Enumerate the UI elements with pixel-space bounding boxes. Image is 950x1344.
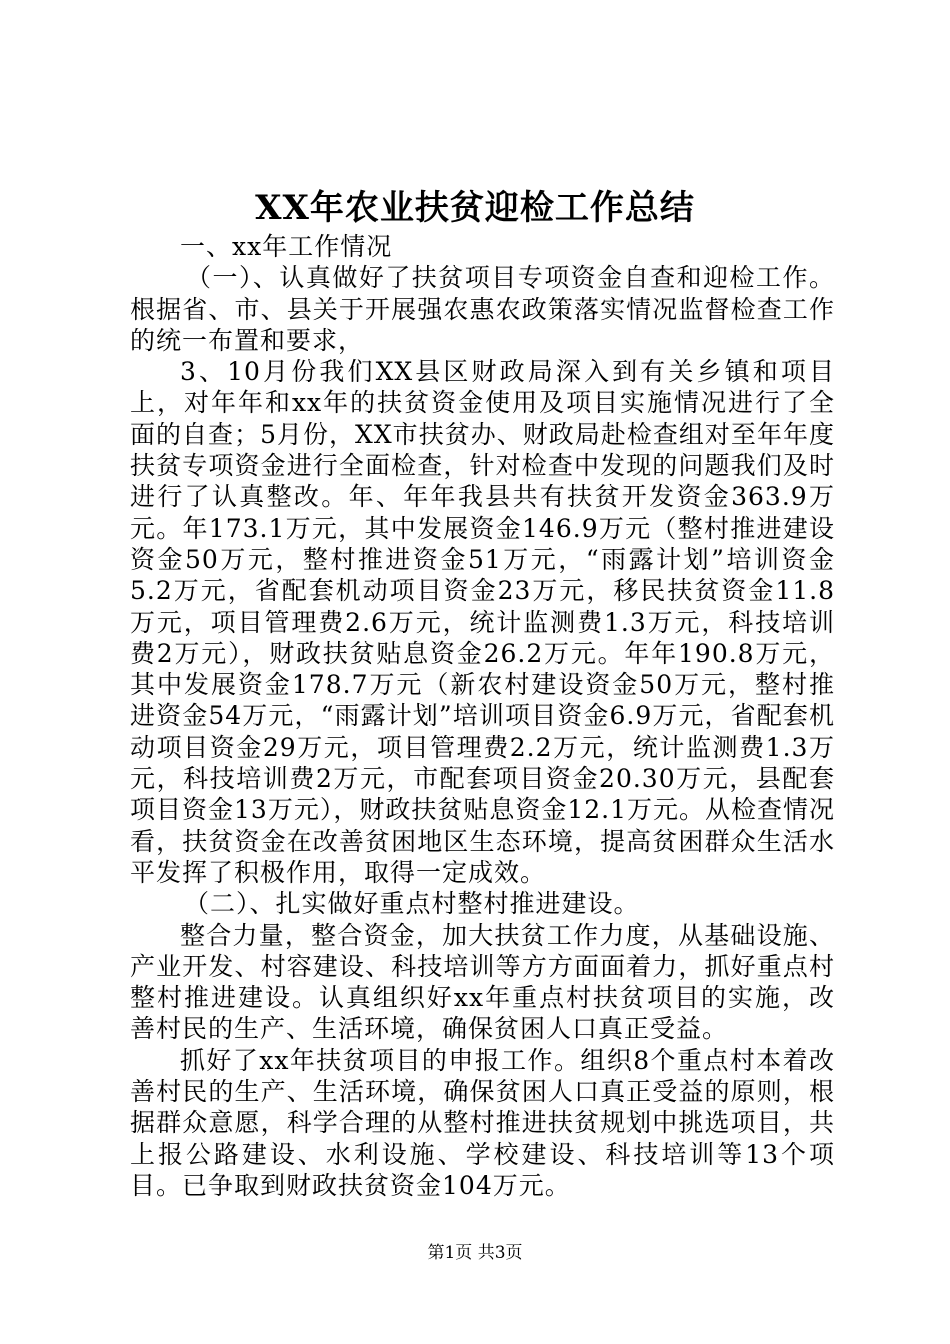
- document-body: [130, 231, 835, 1201]
- page-footer: 第1页 共3页: [427, 1243, 523, 1263]
- subsection-heading-1: （一）、认真做好了扶贫项目专项资金自查和迎检工作。根据省、市、县关于开展强农惠农政策落实情况监督检查工作的统一布置和要求，: [130, 263, 835, 355]
- document-title: XX年农业扶贫迎检工作总结: [255, 188, 695, 228]
- paragraph-integration: 整合力量，整合资金，加大扶贫工作力度，从基础设施、产业开发、村容建设、科技培训等方方面面着力，抓好重点村整村推进建设。认真组织好xx年重点村扶贫项目的实施，改善村民的生产、生活环境，确保贫困人口真正受益。: [130, 920, 835, 1044]
- section-heading: 一、xx年工作情况: [180, 232, 393, 261]
- paragraph-project-application: 抓好了xx年扶贫项目的申报工作。组织8个重点村本着改善村民的生产、生活环境，确保贫困人口真正受益的原则，根据群众意愿，科学合理的从整村推进扶贫规划中挑选项目，共上报公路建设、水利设施、学校建设、科技培训等13个项目。已争取到财政扶贫资金104万元。: [130, 1045, 835, 1200]
- paragraph-funds: 3、10月份我们XX县区财政局深入到有关乡镇和项目上，对年年和xx年的扶贫资金使用及项目实施情况进行了全面的自查；5月份，XX市扶贫办、财政局赴检查组对至年年度扶贫专项资金进行全面检查，针对检查中发现的问题我们及时进行了认真整改。年、年年我县共有扶贫开发资金363.9万元。年173.1万元，其中发展资金146.9万元（整村推进建设资金50万元，整村推进资金51万元，“雨露计划”培训资金5.2万元，省配套机动项目资金23万元，移民扶贫资金11.8万元，项目管理费2.6万元，统计监测费1.3万元，科技培训费2万元），财政扶贫贴息资金26.2万元。年年190.8万元，其中发展资金178.7万元（新农村建设资金50万元，整村推进资金54万元，“雨露计划”培训项目资金6.9万元，省配套机动项目资金29万元，项目管理费2.2万元，统计监测费1.3万元，科技培训费2万元，市配套项目资金20.30万元，县配套项目资金13万元），财政扶贫贴息资金12.1万元。从检查情况看，扶贫资金在改善贫困地区生态环境，提高贫困群众生活水平发挥了积极作用，取得一定成效。: [130, 357, 835, 887]
- subsection-heading-2: （二）、扎实做好重点村整村推进建设。: [184, 889, 640, 919]
